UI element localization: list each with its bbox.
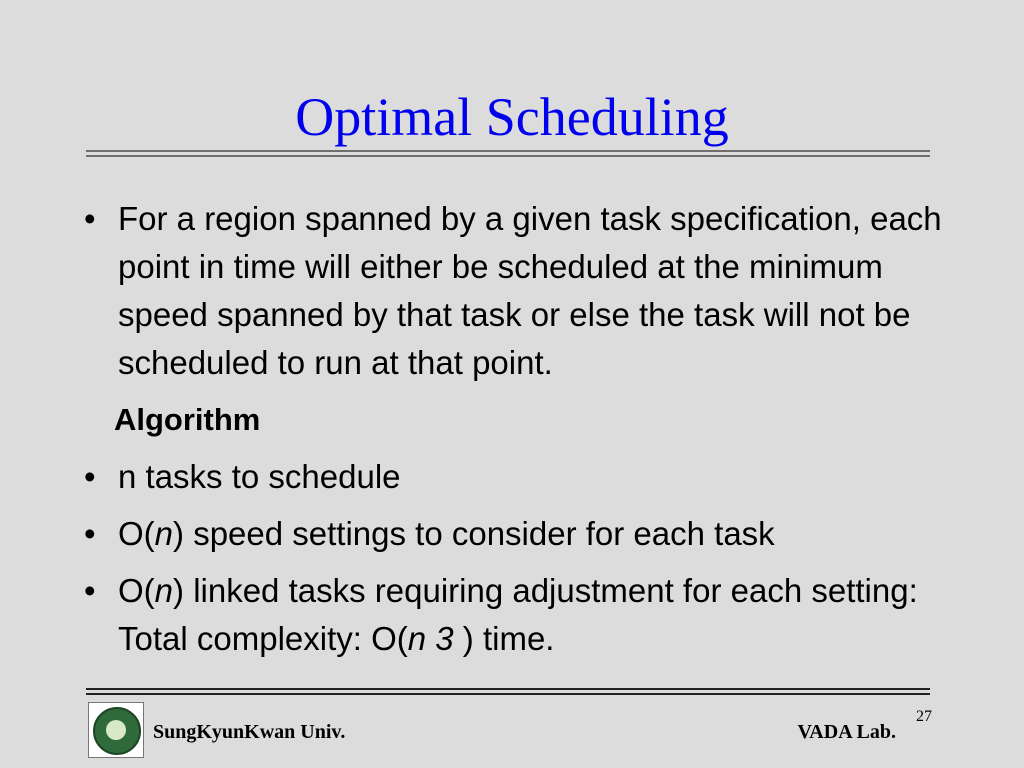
algorithm-item-suffix: ) time. [453,620,555,657]
algorithm-item-middle: ) linked tasks requiring adjustment for each setting: Total complexity: O( [118,572,918,657]
algorithm-item [80,510,950,558]
page-number: 27 [916,708,932,725]
algorithm-item-prefix: O( [118,515,155,552]
footer-lab: VADA Lab. [797,721,896,743]
footer-divider [86,688,930,695]
seal-core [106,720,126,740]
university-seal-logo [88,702,144,758]
algorithm-item-italic: n [154,572,174,609]
slide-title: Optimal Scheduling [295,87,729,147]
algorithm-item-text: n tasks to schedule [118,458,401,495]
bullet-icon: • [84,200,96,237]
algorithm-heading: Algorithm [114,402,261,437]
bullet-icon: • [84,458,96,495]
algorithm-item [80,567,950,663]
algorithm-item-suffix: ) speed settings to consider for each task [173,515,775,552]
algorithm-item-italic: n [154,515,174,552]
bullet-icon: • [84,515,96,552]
bullet-icon: • [84,572,96,609]
bullet-text: For a region spanned by a given task specification, each point in time will either be scheduled at the minimum speed spanned by that task or else the task will not be scheduled to run at that point. [118,200,942,381]
algorithm-item [80,453,950,501]
algorithm-item-prefix: O( [118,572,155,609]
footer-university: SungKyunKwan Univ. [153,721,346,743]
slide-body [80,195,950,663]
title-divider [86,150,930,157]
bullet-item [80,195,950,387]
algorithm-item-italic-2: n 3 [407,620,454,657]
